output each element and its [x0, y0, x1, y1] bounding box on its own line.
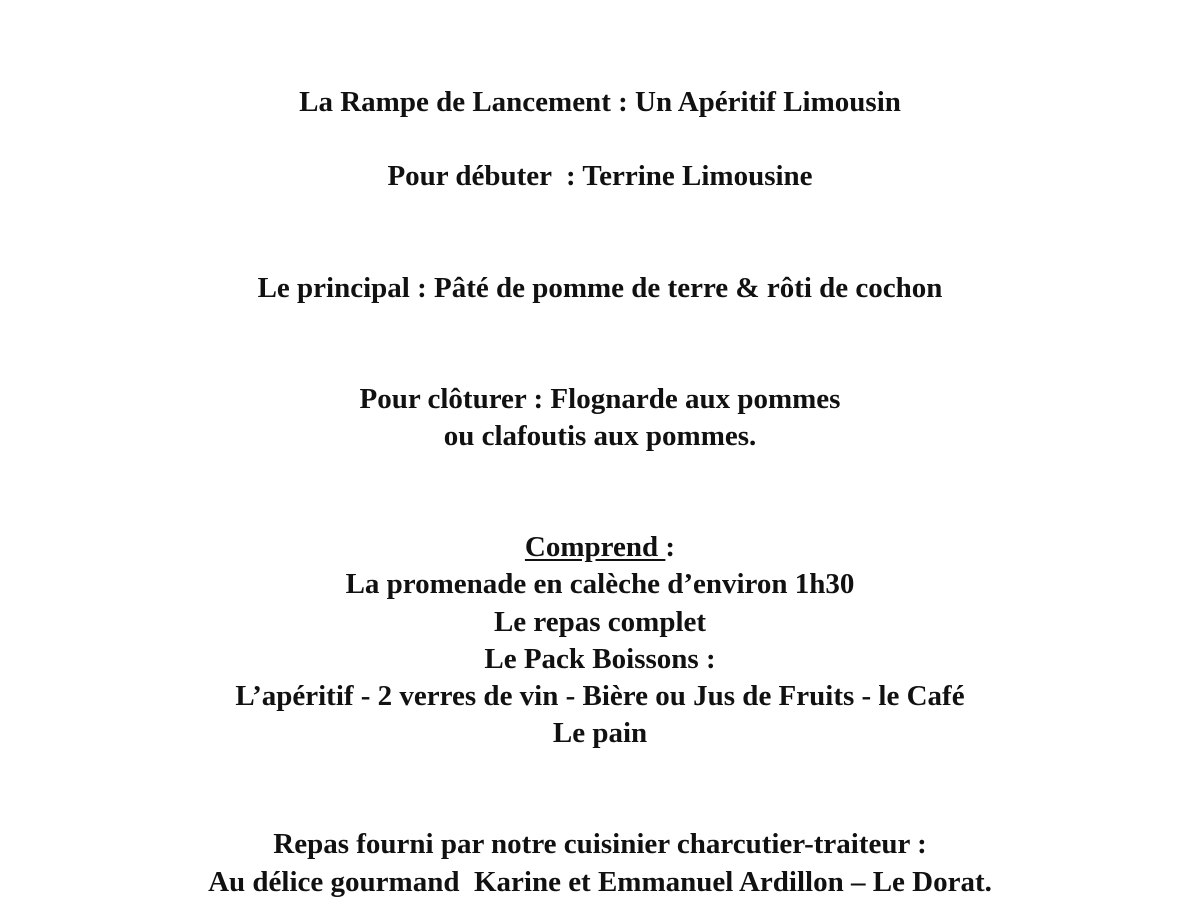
starter-line: Pour débuter : Terrine Limousine	[387, 160, 813, 192]
includes-heading-label: Comprend	[524, 531, 666, 563]
dessert-line-2: ou clafoutis aux pommes.	[443, 420, 757, 452]
includes-item: Le Pack Boissons :	[484, 643, 716, 675]
includes-item: L’apéritif - 2 verres de vin - Bière ou Jus de Fruits - le Café	[235, 680, 965, 712]
includes-heading-colon: :	[665, 531, 676, 563]
includes-heading	[0, 529, 1200, 565]
dessert-line-1: Pour clôturer : Flognarde aux pommes	[359, 383, 841, 415]
includes-item: La promenade en calèche d’environ 1h30	[345, 568, 855, 600]
caterer-line-1: Repas fourni par notre cuisinier charcutier-traiteur :	[273, 828, 927, 860]
includes-item: Le repas complet	[493, 606, 707, 638]
aperitif-line: La Rampe de Lancement : Un Apéritif Limousin	[299, 86, 901, 118]
caterer-line-2: Au délice gourmand Karine et Emmanuel Ardillon – Le Dorat.	[208, 866, 992, 898]
main-course-line: Le principal : Pâté de pomme de terre & rôti de cochon	[257, 272, 943, 304]
includes-item: Le pain	[552, 717, 648, 749]
